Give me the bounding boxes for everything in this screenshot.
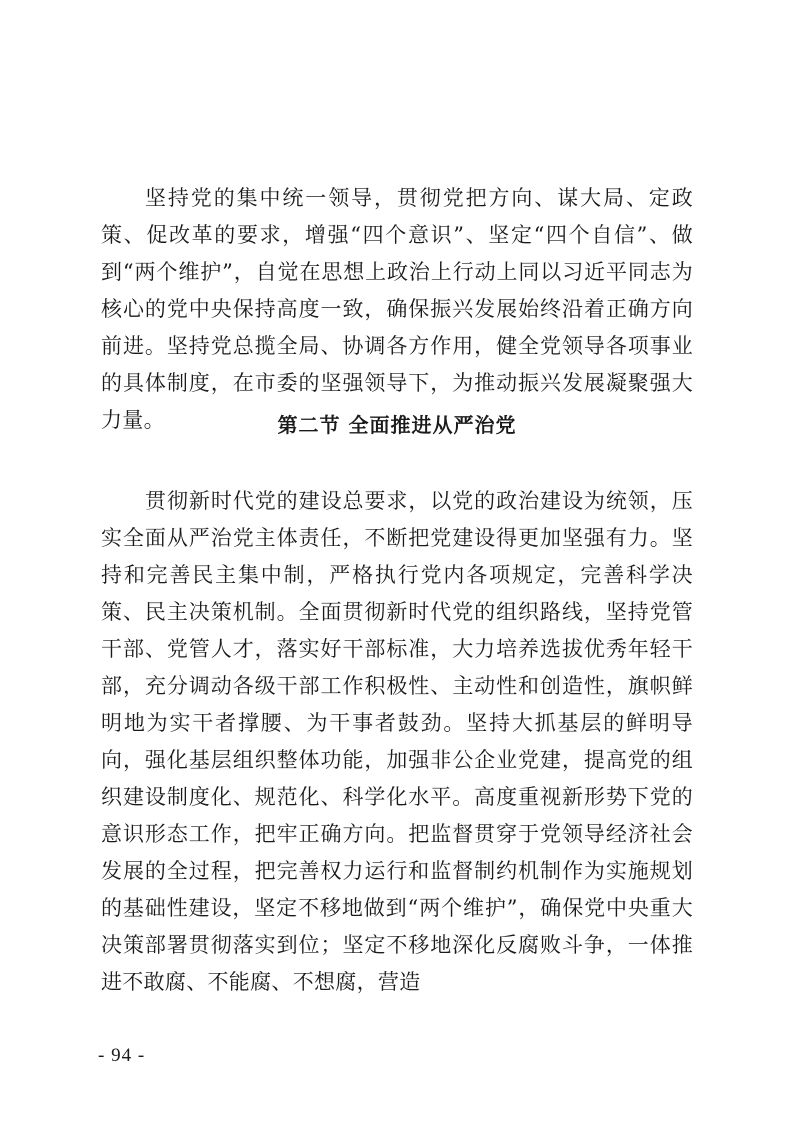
page-number: - 94 - xyxy=(98,1045,146,1066)
body-paragraph: 坚持党的集中统一领导，贯彻党把方向、谋大局、定政策、促改革的要求，增强“四个意识”、坚定“四个自信”、做到“两个维护”，自觉在思想上政治上行动上同以习近平同志为核心的党中央保持高度一致，确保振兴发展始终沿着正确方向前进。坚持党总揽全局、协调各方作用，健全党领导各项事业的具体制度，在市委的坚强领导下，为推动振兴发展凝聚强大力量。 xyxy=(101,186,693,432)
section-heading: 第二节 全面推进从严治党 xyxy=(277,413,517,437)
body-paragraph: 贯彻新时代党的建设总要求，以党的政治建设为统领，压实全面从严治党主体责任，不断把党建设得更加坚强有力。坚持和完善民主集中制，严格执行党内各项规定，完善科学决策、民主决策机制。全面贯彻新时代党的组织路线，坚持党管干部、党管人才，落实好干部标准，大力培养选拔优秀年轻干部，充分调动各级干部工作积极性、主动性和创造性，旗帜鲜明地为实干者撑腰、为干事者鼓劲。坚持大抓基层的鲜明导向，强化基层组织整体功能，加强非公企业党建，提高党的组织建设制度化、规范化、科学化水平。高度重视新形势下党的意识形态工作，把牢正确方向。把监督贯穿于党领导经济社会发展的全过程，把完善权力运行和监督制约机制作为实施规划的基础性建设，坚定不移地做到“两个维护”，确保党中央重大决策部署贯彻落实到位；坚定不移地深化反腐败斗争，一体推进不敢腐、不能腐、不想腐，营造 xyxy=(101,489,693,994)
